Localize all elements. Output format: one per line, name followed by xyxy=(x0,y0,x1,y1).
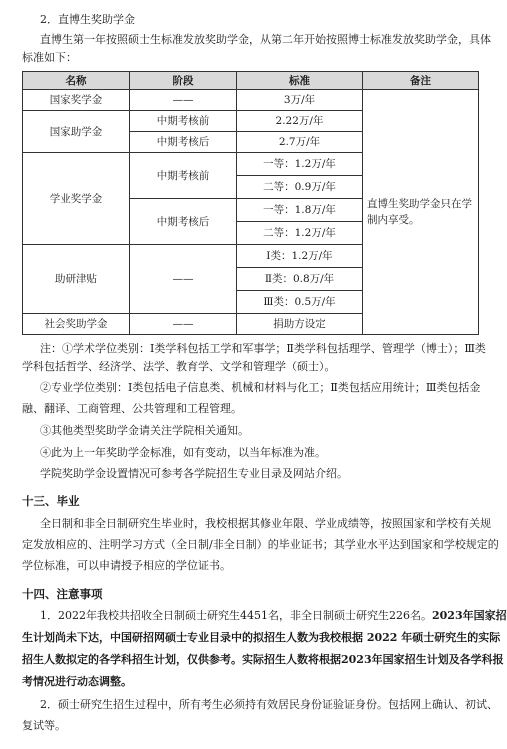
note-5: 学院奖助学金设置情况可参考各学院招生专业目录及网站介绍。 xyxy=(40,467,348,480)
award-name: 国家助学金 xyxy=(23,111,130,153)
award-stage: 中期考核前 xyxy=(130,153,237,199)
note-1-line-2: 学科包括哲学、经济学、法学、教育学、文学和管理学（硕士）。 xyxy=(22,360,336,373)
award-name: 国家奖学金 xyxy=(23,90,130,111)
s14-item1-line-1: 1．2022年我校共招收全日制硕士研究生4451名，非全日制硕士研究生226名。2023年国家招 xyxy=(40,609,507,622)
s14-item1-line-2: 生计划尚未下达，中国研招网硕士专业目录中的拟招生人数为我校根据 2022 年硕士研究生的实际 xyxy=(22,631,501,644)
award-standard: 3万/年 xyxy=(237,90,363,111)
award-standard: Ⅰ类：1.2万/年 xyxy=(237,245,363,268)
s13-line-3: 学位标准，可以申请授予相应的学位证书。 xyxy=(22,559,231,572)
award-name: 学业奖学金 xyxy=(23,153,130,245)
award-name: 助研津贴 xyxy=(23,245,130,314)
s14-item1-line-4: 考情况进行动态调整。 xyxy=(22,675,132,688)
table-header-row xyxy=(23,72,479,90)
award-stage: 中期考核后 xyxy=(130,132,237,153)
award-standard: Ⅱ类：0.8万/年 xyxy=(237,268,363,291)
header-name: 名称 xyxy=(23,72,130,90)
table-row xyxy=(23,90,479,111)
section-13-title: 十三、毕业 xyxy=(22,494,80,508)
s14-item2-line-2: 复试等。 xyxy=(22,719,66,732)
award-standard: 2.22万/年 xyxy=(237,111,363,132)
award-stage: —— xyxy=(130,90,237,111)
note-2-line-1: ②专业学位类别：Ⅰ类包括电子信息类、机械和材料与化工；Ⅱ类包括应用统计；Ⅲ类包括金 xyxy=(40,381,481,394)
intro-line-1: 直博生第一年按照硕士生标准发放奖助学金，从第二年开始按照博士标准发放奖助学金，具体 xyxy=(40,33,491,46)
award-standard: 一等：1.8万/年 xyxy=(237,199,363,222)
intro-line-2: 标准如下： xyxy=(22,51,77,64)
award-standard: 二等：1.2万/年 xyxy=(237,222,363,245)
award-name: 社会奖助学金 xyxy=(23,314,130,335)
header-standard: 标准 xyxy=(237,72,363,90)
s13-line-1: 全日制和非全日制研究生毕业时，我校根据其修业年限、学业成绩等，按照国家和学校有关规 xyxy=(40,517,491,530)
award-stage: —— xyxy=(130,245,237,314)
subsection-title: 2．直博生奖助学金 xyxy=(40,13,135,26)
award-stage: 中期考核前 xyxy=(130,111,237,132)
note-2-line-2: 融、翻译、工商管理、公共管理和工程管理。 xyxy=(22,402,242,415)
award-remark: 直博生奖助学金只在学制内享受。 xyxy=(363,90,479,335)
s14-item1-line-3: 招生人数拟定的各学科招生计划，仅供参考。实际招生人数将根据2023年国家招生计划及各学科报 xyxy=(22,653,504,666)
header-stage: 阶段 xyxy=(130,72,237,90)
note-4: ④此为上一年奖助学金标准，如有变动，以当年标准为准。 xyxy=(40,446,326,459)
award-stage: —— xyxy=(130,314,237,335)
award-standard: Ⅲ类：0.5万/年 xyxy=(237,291,363,314)
award-standard: 捐助方设定 xyxy=(237,314,363,335)
header-remark: 备注 xyxy=(363,72,479,90)
award-standard: 2.7万/年 xyxy=(237,132,363,153)
section-14-title: 十四、注意事项 xyxy=(22,587,103,601)
award-standard: 二等：0.9万/年 xyxy=(237,176,363,199)
award-standard: 一等：1.2万/年 xyxy=(237,153,363,176)
award-table xyxy=(22,71,479,335)
award-stage: 中期考核后 xyxy=(130,199,237,245)
s13-line-2: 定发放相应的、注明学习方式（全日制/非全日制）的毕业证书；其学业水平达到国家和学校规定的 xyxy=(22,538,499,551)
note-3: ③其他类型奖助学金请关注学院相关通知。 xyxy=(40,424,249,437)
s14-item2-line-1: 2．硕士研究生招生过程中，所有考生必须持有效居民身份证验证身份。包括网上确认、初试、 xyxy=(40,698,498,711)
note-1-line-1: 注：①学术学位类别：Ⅰ类学科包括工学和军事学；Ⅱ类学科包括理学、管理学（博士）；Ⅲ类 xyxy=(40,342,486,355)
